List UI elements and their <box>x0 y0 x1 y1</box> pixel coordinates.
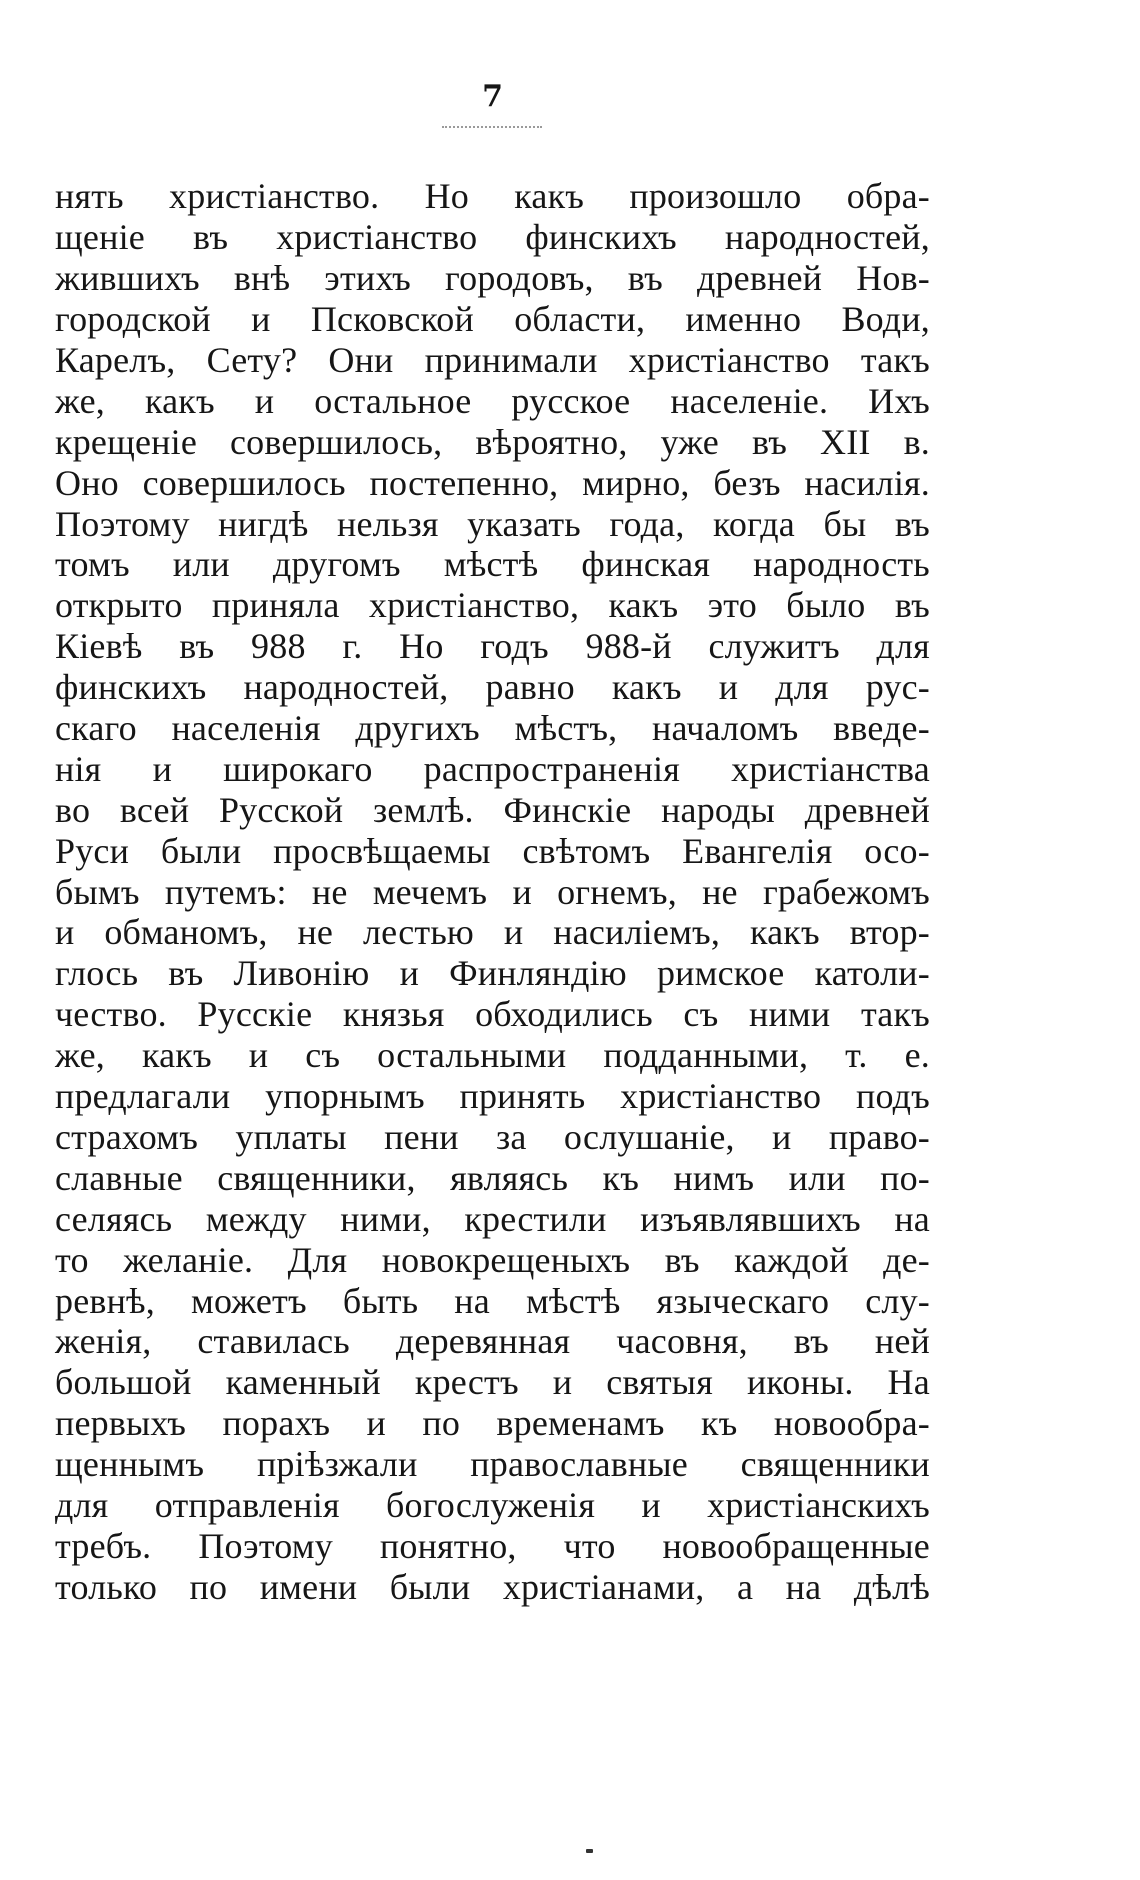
word: принимали <box>424 340 598 381</box>
word: этихъ <box>324 258 411 299</box>
word: съ <box>305 1035 341 1076</box>
word: и <box>552 1362 573 1403</box>
word: славные <box>55 1157 183 1198</box>
word: года, <box>609 503 685 544</box>
word: грабежомъ <box>762 871 930 912</box>
word: щеніе <box>55 217 145 258</box>
word: обманомъ, <box>104 912 268 953</box>
word: римское <box>656 953 785 994</box>
word: какъ <box>514 176 585 217</box>
word: что <box>563 1525 616 1566</box>
word: или <box>172 544 230 585</box>
word: равно <box>485 667 575 708</box>
text-line <box>55 1280 930 1321</box>
word: совершилось <box>142 462 346 503</box>
word: пріѣзжали <box>256 1444 418 1485</box>
word: для <box>876 626 930 667</box>
word: насилія. <box>804 462 930 503</box>
word: Карелъ, <box>55 340 176 381</box>
word: уже <box>660 421 719 462</box>
word: нять <box>55 176 124 217</box>
word: по- <box>880 1157 930 1198</box>
word: мирно, <box>582 462 690 503</box>
word: Нов- <box>856 258 930 299</box>
word: новокрещеныхъ <box>381 1239 631 1280</box>
word: Русской <box>218 789 344 830</box>
word: обра- <box>846 176 930 217</box>
word: богослуженія <box>385 1484 596 1525</box>
word: Поэтому <box>55 503 190 544</box>
text-line <box>55 1444 930 1485</box>
word: и <box>55 912 75 953</box>
word: въ <box>179 626 215 667</box>
word: свѣтомъ <box>522 830 651 871</box>
word: просвѣщаемы <box>273 830 491 871</box>
body-text <box>55 176 930 1607</box>
word: католи- <box>814 953 930 994</box>
word: имени <box>259 1566 358 1607</box>
word: иконы. <box>746 1362 854 1403</box>
word: и <box>772 1116 792 1157</box>
word: Сету? <box>206 340 298 381</box>
text-line <box>55 1198 930 1239</box>
word: съ <box>683 994 719 1035</box>
word: дѣлѣ <box>853 1566 930 1607</box>
word: в. <box>903 421 930 462</box>
word: ревнѣ, <box>55 1280 155 1321</box>
word: были <box>389 1566 471 1607</box>
text-line <box>55 1116 930 1157</box>
word: можетъ <box>191 1280 307 1321</box>
word: для <box>55 1484 109 1525</box>
text-line <box>55 462 930 503</box>
word: новообращенные <box>662 1525 930 1566</box>
word: подъ <box>855 1076 930 1117</box>
word: христіанство, <box>368 585 580 626</box>
word: началомъ <box>652 708 799 749</box>
text-line <box>55 217 930 258</box>
word: бы <box>823 503 867 544</box>
word: нельзя <box>337 503 439 544</box>
word: крещеніе <box>55 421 198 462</box>
word: священники, <box>217 1157 416 1198</box>
word: годъ <box>480 626 549 667</box>
word: остальное <box>314 380 472 421</box>
text-line <box>55 299 930 340</box>
word: принять <box>459 1076 586 1117</box>
word: обходились <box>475 994 653 1035</box>
word: другихъ <box>355 708 480 749</box>
word: осо- <box>864 830 930 871</box>
word: другомъ <box>272 544 401 585</box>
word: христіанство <box>276 217 478 258</box>
text-line <box>55 667 930 708</box>
word: распространенія <box>423 748 680 789</box>
word: когда <box>713 503 795 544</box>
word: землѣ. <box>373 789 474 830</box>
word: ними, <box>340 1198 431 1239</box>
word: пени <box>384 1116 459 1157</box>
word: древней <box>804 789 930 830</box>
word: народы <box>661 789 775 830</box>
word: подданными, <box>603 1035 809 1076</box>
text-line <box>55 912 930 953</box>
text-line <box>55 1076 930 1117</box>
word: въ <box>168 953 204 994</box>
word: православные <box>470 1444 688 1485</box>
word: совершилось, <box>229 421 443 462</box>
word: ней <box>874 1321 930 1362</box>
word: во <box>55 789 91 830</box>
text-line <box>55 1403 930 1444</box>
word: всей <box>119 789 190 830</box>
word: каменный <box>225 1362 381 1403</box>
word: въ <box>894 585 930 626</box>
text-line <box>55 1525 930 1566</box>
word: какъ <box>144 380 215 421</box>
word: нія <box>55 748 102 789</box>
word: Но <box>399 626 444 667</box>
word: путемъ: <box>164 871 287 912</box>
text-line <box>55 503 930 544</box>
word: Поэтому <box>198 1525 333 1566</box>
word: нигдѣ <box>218 503 309 544</box>
word: втор- <box>849 912 930 953</box>
word: т. <box>845 1035 868 1076</box>
word: открыто <box>55 585 183 626</box>
word: временамъ <box>496 1403 665 1444</box>
word: Руси <box>55 830 130 871</box>
word: Финляндію <box>449 953 627 994</box>
word: Они <box>328 340 394 381</box>
word: Ихъ <box>868 380 930 421</box>
text-line <box>55 380 930 421</box>
word: какъ <box>611 667 682 708</box>
word: христіанство <box>628 340 830 381</box>
word: по <box>422 1403 461 1444</box>
word: изъявлявшихъ <box>640 1198 861 1239</box>
word: 988 <box>251 626 306 667</box>
text-line <box>55 585 930 626</box>
word: были <box>160 830 242 871</box>
word: деревянная <box>395 1321 571 1362</box>
word: христіанскихъ <box>707 1484 930 1525</box>
word: де- <box>883 1239 930 1280</box>
word: финскихъ <box>525 217 677 258</box>
word: Русскіе <box>197 994 313 1035</box>
word: и <box>512 871 532 912</box>
word: часовня, <box>616 1321 748 1362</box>
word: постепенно, <box>369 462 559 503</box>
header-rule <box>442 126 542 128</box>
word: и <box>641 1484 661 1525</box>
word: на <box>894 1198 930 1239</box>
word: къ <box>700 1403 738 1444</box>
word: въ <box>793 1321 829 1362</box>
word: населенія <box>171 708 321 749</box>
text-line <box>55 421 930 462</box>
text-line <box>55 871 930 912</box>
word: бымъ <box>55 871 140 912</box>
word: а <box>736 1566 754 1607</box>
word: такъ <box>860 340 930 381</box>
word: вѣроятно, <box>475 421 628 462</box>
word: каждой <box>734 1239 849 1280</box>
word: отправленія <box>154 1484 340 1525</box>
text-line <box>55 953 930 994</box>
word: въ <box>193 217 229 258</box>
word: введе- <box>833 708 930 749</box>
word: крестъ <box>414 1362 519 1403</box>
word: внѣ <box>233 258 291 299</box>
word: и <box>251 299 271 340</box>
text-line <box>55 544 930 585</box>
word: народность <box>753 544 930 585</box>
page-number: 7 <box>482 79 503 114</box>
word: Псковской <box>310 299 474 340</box>
word: томъ <box>55 544 130 585</box>
word: народностей, <box>243 667 449 708</box>
word: христіанство <box>620 1076 822 1117</box>
word: именно <box>685 299 802 340</box>
text-line <box>55 340 930 381</box>
word: щеннымъ <box>55 1444 205 1485</box>
word: финскихъ <box>55 667 207 708</box>
word: священники <box>740 1444 930 1485</box>
text-line <box>55 830 930 871</box>
word: городской <box>55 299 211 340</box>
word: населеніе. <box>670 380 829 421</box>
word: мѣстѣ <box>525 1280 621 1321</box>
text-line <box>55 1321 930 1362</box>
text-line <box>55 748 930 789</box>
word: быть <box>342 1280 419 1321</box>
word: скаго <box>55 708 137 749</box>
word: и <box>399 953 420 994</box>
word: по <box>189 1566 228 1607</box>
word: и <box>503 912 524 953</box>
word: насиліемъ, <box>553 912 721 953</box>
word: какъ <box>749 912 820 953</box>
word: на <box>454 1280 490 1321</box>
word: право- <box>828 1116 930 1157</box>
word: безъ <box>713 462 781 503</box>
word: же, <box>55 380 105 421</box>
word: между <box>205 1198 307 1239</box>
word: 988-й <box>585 626 672 667</box>
word: христіанство. <box>169 176 380 217</box>
word: въ <box>627 258 663 299</box>
word: слу- <box>865 1280 930 1321</box>
word: служитъ <box>708 626 840 667</box>
word: не <box>702 871 738 912</box>
word: для <box>775 667 829 708</box>
word: и <box>248 1035 269 1076</box>
word: Но <box>424 176 470 217</box>
word: то <box>55 1239 89 1280</box>
word: и <box>718 667 739 708</box>
word: е. <box>904 1035 930 1076</box>
word: нимъ <box>673 1157 755 1198</box>
word: въ <box>751 421 788 462</box>
word: и <box>366 1403 386 1444</box>
word: языческаго <box>656 1280 830 1321</box>
word: уплаты <box>235 1116 347 1157</box>
text-line <box>55 1485 930 1526</box>
word: XII <box>820 421 871 462</box>
word: ставилась <box>197 1321 350 1362</box>
word: крестили <box>464 1198 607 1239</box>
word: новообра- <box>773 1403 930 1444</box>
word: было <box>786 585 866 626</box>
text-line <box>55 258 930 299</box>
word: только <box>55 1566 158 1607</box>
word: древней <box>696 258 823 299</box>
word: г. <box>342 626 363 667</box>
word: городовъ, <box>445 258 594 299</box>
text-line <box>55 789 930 830</box>
word: мечемъ <box>372 871 488 912</box>
text-line <box>55 1035 930 1076</box>
word: это <box>707 585 757 626</box>
word: Финскіе <box>503 789 632 830</box>
word: На <box>887 1362 930 1403</box>
word: же, <box>55 1035 105 1076</box>
word: страхомъ <box>55 1116 199 1157</box>
word: русское <box>511 380 631 421</box>
word: какъ <box>608 585 679 626</box>
word: какъ <box>141 1035 212 1076</box>
word: мѣстъ, <box>514 708 618 749</box>
word: или <box>788 1157 846 1198</box>
word: такъ <box>860 994 930 1035</box>
word: являясь <box>450 1157 569 1198</box>
word: въ <box>894 503 930 544</box>
text-line <box>55 1362 930 1403</box>
word: и <box>152 748 173 789</box>
text-line <box>55 626 930 667</box>
word: лестью <box>362 912 475 953</box>
word: народностей, <box>724 217 930 258</box>
word: Оно <box>55 462 119 503</box>
word: большой <box>55 1362 192 1403</box>
word: понятно, <box>379 1525 517 1566</box>
word: не <box>297 912 334 953</box>
word: жившихъ <box>55 258 200 299</box>
word: упорнымъ <box>265 1076 425 1117</box>
word: широкаго <box>223 748 373 789</box>
text-line <box>55 176 930 217</box>
word: ослушаніе, <box>563 1116 735 1157</box>
word: приняла <box>211 585 340 626</box>
word: первыхъ <box>55 1403 187 1444</box>
word: въ <box>664 1239 700 1280</box>
text-line <box>55 1566 930 1607</box>
word: произошло <box>629 176 802 217</box>
text-line <box>55 708 930 749</box>
word: требъ. <box>55 1525 152 1566</box>
text-line <box>55 994 930 1035</box>
word: мѣстѣ <box>443 544 539 585</box>
word: къ <box>602 1157 640 1198</box>
word: Води, <box>841 299 930 340</box>
word: чество. <box>55 994 167 1035</box>
word: Ливонію <box>233 953 370 994</box>
word: Для <box>287 1239 348 1280</box>
word: огнемъ, <box>557 871 677 912</box>
print-mark <box>586 1849 593 1853</box>
word: христіанами, <box>502 1566 705 1607</box>
word: на <box>785 1566 822 1607</box>
word: глось <box>55 953 139 994</box>
word: женія, <box>55 1321 152 1362</box>
text-line <box>55 1157 930 1198</box>
word: предлагали <box>55 1076 231 1117</box>
word: христіанства <box>731 748 930 789</box>
word: остальными <box>377 1035 567 1076</box>
word: святыя <box>606 1362 713 1403</box>
word: порахъ <box>222 1403 331 1444</box>
word: за <box>496 1116 527 1157</box>
word: и <box>254 380 275 421</box>
word: финская <box>581 544 711 585</box>
text-line <box>55 1239 930 1280</box>
word: не <box>311 871 348 912</box>
word: ними <box>748 994 831 1035</box>
word: Кіевѣ <box>55 626 143 667</box>
word: селяясь <box>55 1198 173 1239</box>
word: желаніе. <box>123 1239 254 1280</box>
word: области, <box>514 299 646 340</box>
word: Евангелія <box>682 830 833 871</box>
word: рус- <box>865 667 930 708</box>
word: князья <box>342 994 445 1035</box>
word: указать <box>467 503 581 544</box>
